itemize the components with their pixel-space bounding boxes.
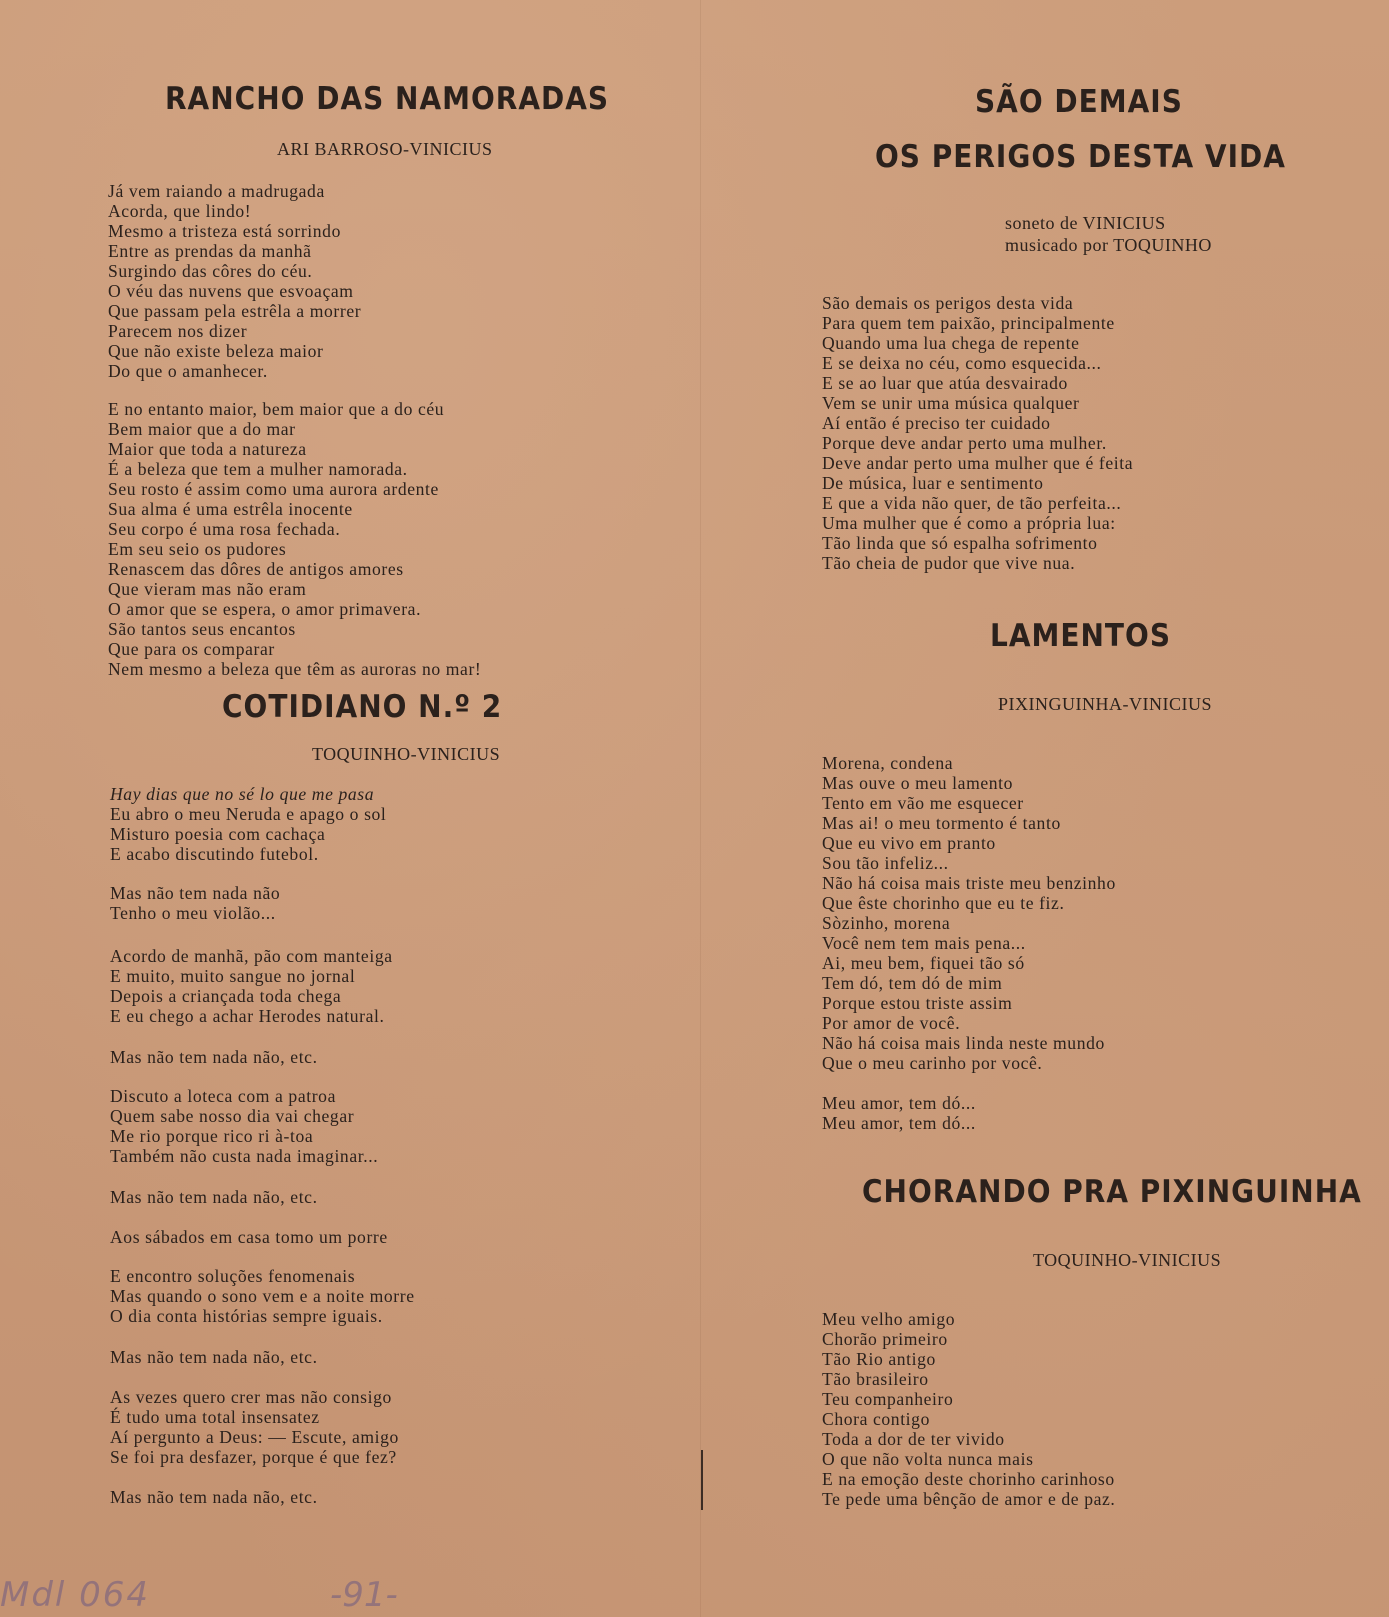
cotidiano-stanza-7 [110, 1387, 399, 1467]
lyric-line: Você nem tem mais pena... [822, 933, 1026, 953]
lyric-line: Meu amor, tem dó... [822, 1113, 976, 1133]
lyric-line: E se deixa no céu, como esquecida... [822, 353, 1102, 373]
lyric-line: E acabo discutindo futebol. [110, 844, 319, 864]
lyric-line: Mas ouve o meu lamento [822, 773, 1014, 793]
lyric-line: Tão brasileiro [822, 1369, 929, 1389]
lyric-line-italic: Hay dias que no sé lo que me pasa [110, 784, 375, 804]
lyric-line: São demais os perigos desta vida [822, 293, 1074, 313]
lyric-line: Discuto a loteca com a patroa [110, 1086, 336, 1106]
lyric-line: E eu chego a achar Herodes natural. [110, 1006, 385, 1026]
lyric-line: Toda a dor de ter vivido [822, 1429, 1005, 1449]
lyric-line: E se ao luar que atúa desvairado [822, 373, 1068, 393]
lyric-line: Acorda, que lindo! [108, 201, 252, 221]
cotidiano-refrain-d [110, 1487, 318, 1507]
lyric-line: Por amor de você. [822, 1013, 961, 1033]
lyric-line: Mas ai! o meu tormento é tanto [822, 813, 1061, 833]
cotidiano-stanza-5 [110, 1227, 388, 1247]
lyric-line: Tem dó, tem dó de mim [822, 973, 1003, 993]
handwritten-page-number: -91- [330, 1575, 398, 1615]
lyric-line: Porque estou triste assim [822, 993, 1013, 1013]
credit-text: PIXINGUINHA-VINICIUS [998, 694, 1212, 714]
lyric-line: Tento em vão me esquecer [822, 793, 1024, 813]
lyric-line: Que passam pela estrêla a morrer [108, 301, 362, 321]
lyric-line: Parecem nos dizer [108, 321, 248, 341]
lyric-line: Que para os comparar [108, 639, 275, 659]
lyric-line: Eu abro o meu Neruda e apago o sol [110, 804, 387, 824]
column-divider-line [701, 1450, 703, 1510]
page-fold [700, 0, 701, 1617]
lyric-line: Também não custa nada imaginar... [110, 1146, 379, 1166]
chorando-lyrics [822, 1309, 1115, 1509]
lyric-line: Meu velho amigo [822, 1309, 956, 1329]
lyric-line: Sòzinho, morena [822, 913, 951, 933]
lyric-line: Que o meu carinho por você. [822, 1053, 1043, 1073]
lyric-line: Surgindo das côres do céu. [108, 261, 313, 281]
lyric-line: E no entanto maior, bem maior que a do céu [108, 399, 445, 419]
lyric-line: Do que o amanhecer. [108, 361, 268, 381]
lyric-line: De música, luar e sentimento [822, 473, 1044, 493]
lyric-line: São tantos seus encantos [108, 619, 296, 639]
lyric-line: Porque deve andar perto uma mulher. [822, 433, 1107, 453]
song-title-lamentos: LAMENTOS [990, 617, 1172, 654]
lyric-line: Para quem tem paixão, principalmente [822, 313, 1115, 333]
song-credit-cotidiano [312, 743, 500, 765]
song-credit-chorando [1033, 1249, 1221, 1271]
cotidiano-stanza-3 [110, 946, 393, 1026]
lyric-line: Se foi pra desfazer, porque é que fez? [110, 1447, 397, 1467]
lyric-line: O dia conta histórias sempre iguais. [110, 1306, 383, 1326]
lyric-line: Que vieram mas não eram [108, 579, 307, 599]
lyric-line: Entre as prendas da manhã [108, 241, 312, 261]
lyric-line: Meu amor, tem dó... [822, 1093, 976, 1113]
cotidiano-stanza-6 [110, 1266, 415, 1326]
cotidiano-stanza-4 [110, 1086, 378, 1166]
cotidiano-refrain-c [110, 1347, 318, 1367]
credit-text: musicado por TOQUINHO [1005, 235, 1212, 255]
song-credit-sao-demais [1005, 212, 1212, 256]
lyric-line: Tão Rio antigo [822, 1349, 936, 1369]
lyric-line: Que eu vivo em pranto [822, 833, 996, 853]
lyric-line: Em seu seio os pudores [108, 539, 287, 559]
credit-text: ARI BARROSO-VINICIUS [277, 139, 493, 159]
lyric-line: É a beleza que tem a mulher namorada. [108, 459, 408, 479]
lyric-line: E na emoção deste chorinho carinhoso [822, 1469, 1115, 1489]
lyric-line: Maior que toda a natureza [108, 439, 307, 459]
lyric-line: Vem se unir uma música qualquer [822, 393, 1080, 413]
lyric-line: Mesmo a tristeza está sorrindo [108, 221, 341, 241]
cotidiano-refrain-b [110, 1187, 318, 1207]
credit-text: soneto de VINICIUS [1005, 213, 1166, 233]
lyric-line: Mas não tem nada não, etc. [110, 1047, 318, 1067]
lyric-line: Te pede uma bênção de amor e de paz. [822, 1489, 1116, 1509]
credit-text: TOQUINHO-VINICIUS [1033, 1250, 1222, 1270]
rancho-stanza-2 [108, 399, 481, 679]
lyric-line: Tão linda que só espalha sofrimento [822, 533, 1098, 553]
lyric-line: Mas não tem nada não, etc. [110, 1187, 318, 1207]
lyric-line: Mas não tem nada não [110, 883, 281, 903]
lyric-line: Que êste chorinho que eu te fiz. [822, 893, 1065, 913]
song-title-sao-demais-line1: SÃO DEMAIS [975, 83, 1183, 120]
cotidiano-refrain-a [110, 1047, 318, 1067]
song-credit-lamentos [998, 693, 1212, 715]
cotidiano-stanza-1 [110, 784, 386, 864]
lamentos-stanza-2 [822, 1093, 976, 1133]
lyric-line: Ai, meu bem, fiquei tão só [822, 953, 1025, 973]
lyric-line: Já vem raiando a madrugada [108, 181, 325, 201]
lyric-line: É tudo uma total insensatez [110, 1407, 320, 1427]
lyric-line: Que não existe beleza maior [108, 341, 324, 361]
lyric-line: O que não volta nunca mais [822, 1449, 1034, 1469]
lyric-line: Deve andar perto uma mulher que é feita [822, 453, 1134, 473]
lyric-line: Morena, condena [822, 753, 954, 773]
lyric-line: Aos sábados em casa tomo um porre [110, 1227, 388, 1247]
lyric-line: Teu companheiro [822, 1389, 954, 1409]
lyric-line: Uma mulher que é como a própria lua: [822, 513, 1116, 533]
credit-text: TOQUINHO-VINICIUS [312, 744, 501, 764]
rancho-stanza-1 [108, 181, 361, 381]
lyric-line: Seu corpo é uma rosa fechada. [108, 519, 341, 539]
lyric-line: Sou tão infeliz... [822, 853, 949, 873]
lyric-line: Misturo poesia com cachaça [110, 824, 326, 844]
lyric-line: Nem mesmo a beleza que têm as auroras no mar! [108, 659, 482, 679]
lyric-line: Chora contigo [822, 1409, 930, 1429]
lyric-line: Não há coisa mais linda neste mundo [822, 1033, 1105, 1053]
cotidiano-stanza-2 [110, 883, 280, 923]
sao-demais-sonnet [822, 293, 1133, 573]
handwritten-catalog-mark: Mdl 064 [0, 1575, 151, 1615]
song-title-rancho: RANCHO DAS NAMORADAS [165, 80, 610, 117]
lyric-line: Bem maior que a do mar [108, 419, 296, 439]
song-title-cotidiano: COTIDIANO N.º 2 [222, 688, 503, 725]
lyric-line: Mas não tem nada não, etc. [110, 1347, 318, 1367]
lyric-line: Quando uma lua chega de repente [822, 333, 1080, 353]
lyric-line: Mas não tem nada não, etc. [110, 1487, 318, 1507]
lyric-line: Aí pergunto a Deus: — Escute, amigo [110, 1427, 399, 1447]
lyric-line: Não há coisa mais triste meu benzinho [822, 873, 1116, 893]
lyric-line: O véu das nuvens que esvoaçam [108, 281, 354, 301]
lyric-line: O amor que se espera, o amor primavera. [108, 599, 422, 619]
lyric-line: E que a vida não quer, de tão perfeita... [822, 493, 1122, 513]
lyric-line: As vezes quero crer mas não consigo [110, 1387, 392, 1407]
song-title-sao-demais-line2: OS PERIGOS DESTA VIDA [875, 138, 1286, 175]
lyric-line: Me rio porque rico ri à-toa [110, 1126, 314, 1146]
lyric-line: E encontro soluções fenomenais [110, 1266, 356, 1286]
lyric-line: Mas quando o sono vem e a noite morre [110, 1286, 415, 1306]
lyric-line: Tenho o meu violão... [110, 903, 276, 923]
lyric-line: Aí então é preciso ter cuidado [822, 413, 1051, 433]
lyric-line: Sua alma é uma estrêla inocente [108, 499, 353, 519]
lamentos-stanza-1 [822, 753, 1116, 1073]
lyric-line: Chorão primeiro [822, 1329, 948, 1349]
lyric-line: Depois a criançada toda chega [110, 986, 342, 1006]
lyric-line: Tão cheia de pudor que vive nua. [822, 553, 1076, 573]
lyric-line: Acordo de manhã, pão com manteiga [110, 946, 393, 966]
lyric-line: Renascem das dôres de antigos amores [108, 559, 404, 579]
lyric-line: Quem sabe nosso dia vai chegar [110, 1106, 355, 1126]
song-title-chorando: CHORANDO PRA PIXINGUINHA [862, 1173, 1362, 1210]
song-credit-rancho [277, 138, 493, 160]
lyric-line: E muito, muito sangue no jornal [110, 966, 356, 986]
lyric-line: Seu rosto é assim como uma aurora ardente [108, 479, 439, 499]
